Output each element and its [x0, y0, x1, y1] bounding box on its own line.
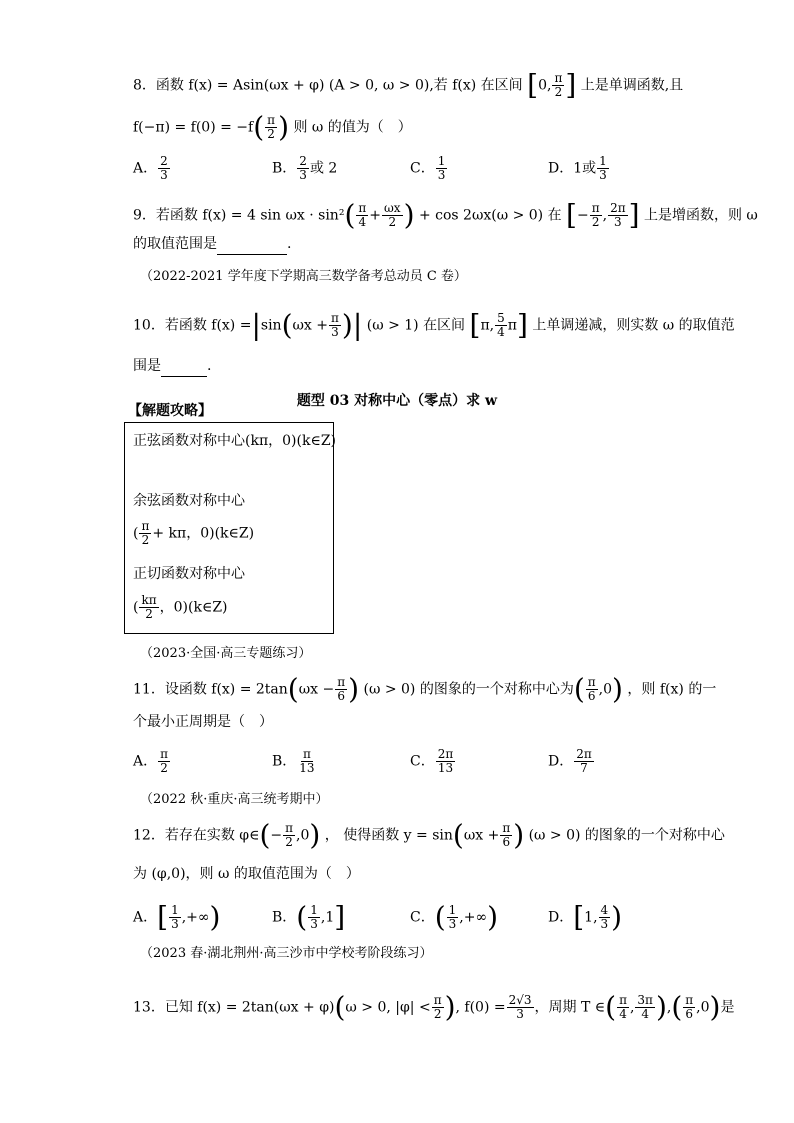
q12-option-d: D．[1, $\frac{4}{3}$ ) [548, 900, 623, 934]
q8-option-b: B． $\frac{2}{3}$ 或 2 [272, 154, 338, 182]
q8-line1: 8．函数 f(x) = Asin(ωx + φ) (A > 0, ω > 0),若 f(x) 在区间 [0, $\frac{\pi}{2}$ ] 上是单调函数,且 [133, 68, 684, 102]
answer-blank [217, 234, 287, 255]
q9-line1: 9．若函数 f(x) = 4 sin ωx · sin²( $\frac{\pi}{4}$ + $\frac{\omega x}{2}$ ) + cos 2ωx(ω > 0) 在 [− $\frac{\pi}{2}$ , $\frac{2\pi}{3}$ ] 上是增函数，则 ω [133, 198, 758, 232]
q11-option-a: A． $\frac{\pi}{2}$ [133, 747, 169, 775]
q12-line2: 为 (φ,0)，则 ω 的取值范围为（ ） [133, 866, 360, 882]
q12-option-b: B．( $\frac{1}{3}$ ,1] [272, 900, 346, 934]
box-line-sine: 正弦函数对称中心(kπ，0)(k∈Z) [133, 433, 337, 449]
q10-line2: 围是 . [133, 356, 211, 377]
q12-option-a: A．[ $\frac{1}{3}$ ,+∞) [133, 900, 221, 934]
q10-line1: 10．若函数 f(x) =|sin(ωx + $\frac{\pi}{3}$ )| (ω > 1) 在区间 [π, $\frac{5}{4}$ π] 上单调递减，则实数 ω 的取值范 [133, 308, 735, 342]
q8-option-d: D．1或 $\frac{1}{3}$ [548, 154, 607, 182]
q9-line2: 的取值范围是 . [133, 234, 291, 255]
source-note: （2022 秋·重庆·高三统考期中） [140, 792, 329, 807]
q12-line1: 12．若存在实数 φ∈(− $\frac{\pi}{2}$ ,0) ， 使得函数 y = sin(ωx + $\frac{\pi}{6}$ ) (ω > 0) 的图象的一个对称中心 [133, 818, 725, 852]
q8-line2: f(−π) = f(0) = −f( $\frac{\pi}{2}$ ) 则 ω 的值为（ ） [133, 110, 412, 144]
q8-option-a: A． $\frac{2}{3}$ [133, 154, 168, 182]
answer-blank [161, 356, 207, 377]
source-note: （2022-2021 学年度下学期高三数学备考总动员 C 卷） [140, 269, 467, 284]
q11-option-b: B． $\frac{\pi}{13}$ [272, 747, 315, 775]
box-line-tangent: 正切函数对称中心 [133, 566, 245, 582]
q13-line1: 13．已知 f(x) = 2tan(ωx + φ)(ω > 0, |φ| < $\frac{\pi}{2}$ ), f(0) = $\frac{2√3}{3}$ ，周期 T ∈( $\frac{\pi}{4}$ , $\frac{3\pi}{4}$ ),( $\frac{\pi}{6}$ ,0)是 [133, 990, 735, 1024]
source-note: （2023·全国·高三专题练习） [140, 646, 312, 661]
q11-line2: 个最小正周期是（ ） [133, 714, 273, 730]
q11-line1: 11．设函数 f(x) = 2tan(ωx − $\frac{\pi}{6}$ ) (ω > 0) 的图象的一个对称中心为( $\frac{\pi}{6}$ ,0) ，则 f(x) 的一 [133, 672, 717, 706]
q11-option-d: D． $\frac{2\pi}{7}$ [548, 747, 592, 775]
box-line-tangent-formula: ( $\frac{k\pi}{2}$ ，0)(k∈Z) [133, 593, 228, 621]
box-line-cosine-formula: ( $\frac{\pi}{2}$ + kπ，0)(k∈Z) [133, 519, 255, 547]
box-line-cosine: 余弦函数对称中心 [133, 493, 245, 509]
q8-option-c: C． $\frac{1}{3}$ [410, 154, 446, 182]
source-note: （2023 春·湖北荆州·高三沙市中学校考阶段练习） [140, 946, 433, 961]
strategy-tag: 【解题攻略】 [128, 403, 212, 419]
q8-interval-fraction: $\frac{\pi}{2}$ [554, 71, 563, 99]
q12-option-c: C．( $\frac{1}{3}$ ,+∞) [410, 900, 499, 934]
section-title: 题型 03 对称中心（零点）求 w [296, 393, 498, 409]
q8-stem: 8．函数 f(x) = Asin(ωx + φ) (A > 0, ω > 0),若 f(x) 在区间 [133, 77, 523, 94]
q11-option-c: C． $\frac{2\pi}{13}$ [410, 747, 454, 775]
